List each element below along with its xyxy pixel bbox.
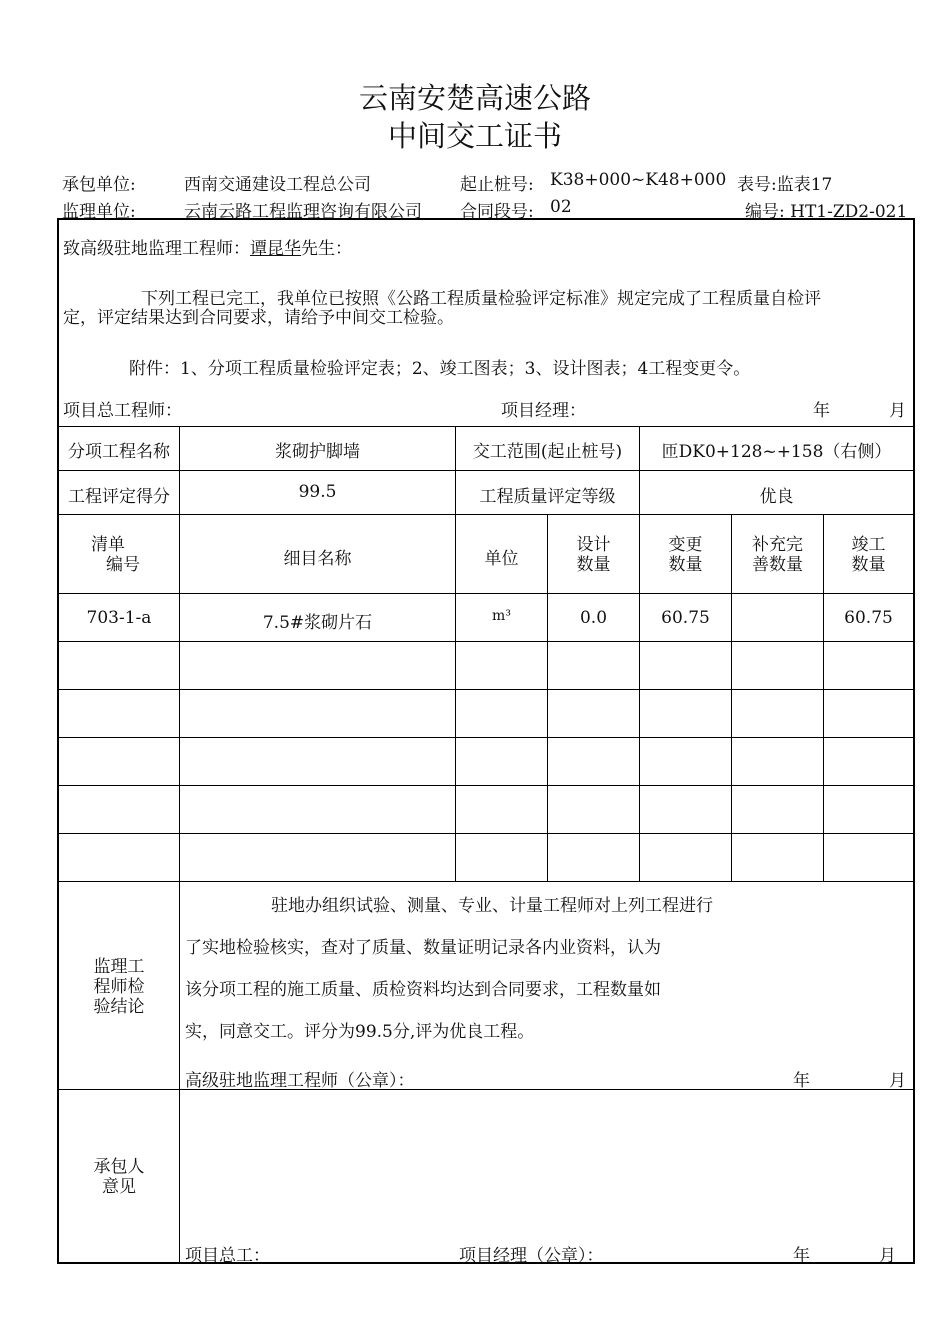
supervisor-value: 云南云路工程监理咨询有限公司 <box>184 202 422 222</box>
station-value: K38+000~K48+000 <box>550 170 727 190</box>
row1-code: 703-1-a <box>86 608 152 628</box>
header-code <box>81 535 161 575</box>
station-label: 起止桩号: <box>460 175 534 195</box>
score-value: 99.5 <box>298 482 337 502</box>
header-design-line1: 设计 <box>576 535 611 555</box>
header-change-qty <box>640 535 731 575</box>
header-supplement-qty <box>732 535 823 575</box>
item-name-label: 分项工程名称 <box>68 442 170 462</box>
recipient-name: 谭昆华 <box>250 239 301 259</box>
header-design-qty <box>548 535 639 575</box>
grade-label: 工程质量评定等级 <box>479 487 616 507</box>
contractor-year: 年 <box>793 1246 810 1266</box>
header-final-line1: 竣工 <box>851 535 886 555</box>
form-frame <box>57 218 915 1264</box>
inspection-signature: 高级驻地监理工程师（公章）： <box>185 1071 415 1091</box>
recipient-suffix: 先生： <box>301 239 352 259</box>
header-final-line2: 数量 <box>851 555 886 575</box>
chief-engineer-label: 项目总工程师： <box>63 401 182 421</box>
contractor-manager-label: 项目经理（公章）： <box>459 1246 604 1266</box>
contractor-opinion-label-line1: 承包人 <box>93 1157 145 1177</box>
inspection-year: 年 <box>793 1071 810 1091</box>
header-change-line1: 变更 <box>668 535 703 555</box>
inspection-month: 月 <box>889 1071 906 1091</box>
contractor-chief-label: 项目总工： <box>185 1246 270 1266</box>
contractor-value: 西南交通建设工程总公司 <box>184 175 371 195</box>
letter-month: 月 <box>889 401 906 421</box>
header-code-line2: 编号 <box>106 555 140 575</box>
inspection-label-line3: 验结论 <box>93 997 145 1017</box>
supervisor-label: 监理单位: <box>62 202 136 222</box>
header-unit: 单位 <box>484 549 519 569</box>
document-title: 云南安楚高速公路 <box>358 81 591 115</box>
inspection-line4: 实，同意交工。评分为99.5分,评为优良工程。 <box>185 1022 535 1042</box>
inspection-line1: 驻地办组织试验、测量、专业、计量工程师对上列工程进行 <box>271 896 713 916</box>
range-value: 匝DK0+128~+158（右侧） <box>661 442 892 462</box>
row1-item-name: 7.5#浆砌片石 <box>262 613 373 633</box>
header-design-line2: 数量 <box>576 555 611 575</box>
letter-recipient <box>63 234 352 259</box>
form-number: 表号:监表17 <box>737 175 833 195</box>
inspection-label <box>59 957 179 1017</box>
letter-attachments: 附件：1、分项工程质量检验评定表；2、竣工图表；3、设计图表；4工程变更令。 <box>129 359 751 379</box>
document-subtitle: 中间交工证书 <box>387 119 562 153</box>
header-code-line1: 清单 <box>91 535 125 555</box>
header-change-line2: 数量 <box>668 555 703 575</box>
score-label: 工程评定得分 <box>68 487 170 507</box>
header-supplement-line1: 补充完 <box>752 535 803 555</box>
row1-change-qty: 60.75 <box>661 608 710 628</box>
header-item-name: 细目名称 <box>283 549 352 569</box>
letter-body-line1: 下列工程已完工，我单位已按照《公路工程质量检验评定标准》规定完成了工程质量自检评 <box>141 289 821 309</box>
inspection-label-line2: 程师检 <box>93 977 145 997</box>
inspection-label-line1: 监理工 <box>93 957 145 977</box>
section-value: 02 <box>550 197 572 217</box>
row1-unit: m³ <box>492 608 511 624</box>
serial-number: 编号: HT1-ZD2-021 <box>745 202 908 222</box>
item-name-value: 浆砌护脚墙 <box>275 442 360 462</box>
letter-body-line2: 定，评定结果达到合同要求，请给予中间交工检验。 <box>63 308 454 328</box>
contractor-opinion-label <box>59 1157 179 1197</box>
contractor-month: 月 <box>879 1246 896 1266</box>
inspection-line3: 该分项工程的施工质量、质检资料均达到合同要求，工程数量如 <box>185 980 661 1000</box>
header-final-qty <box>824 535 913 575</box>
row1-design-qty: 0.0 <box>579 608 608 628</box>
header-supplement-line2: 善数量 <box>752 555 803 575</box>
row1-final-qty: 60.75 <box>844 608 893 628</box>
range-label: 交工范围(起止桩号) <box>472 442 623 462</box>
letter-year: 年 <box>813 401 830 421</box>
project-manager-label: 项目经理： <box>501 401 586 421</box>
contractor-opinion-label-line2: 意见 <box>102 1177 136 1197</box>
recipient-prefix: 致高级驻地监理工程师： <box>63 239 250 259</box>
grade-value: 优良 <box>759 487 794 507</box>
contractor-label: 承包单位: <box>62 175 136 195</box>
section-label: 合同段号: <box>460 202 534 222</box>
inspection-line2: 了实地检验核实，查对了质量、数量证明记录各内业资料，认为 <box>185 938 661 958</box>
